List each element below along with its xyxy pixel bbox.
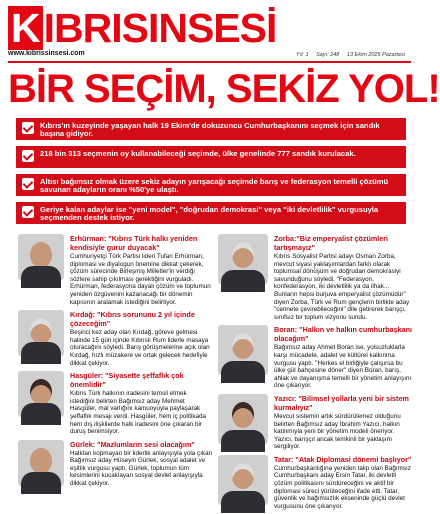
- candidate-story-gurlek: [18, 440, 213, 488]
- key-point-text: Geriye kalan adaylar ise "yeni model", "doğrudan demokrasi" veya "iki devletlilik" vurgusuyla seçmenden destek istiyor.: [40, 205, 379, 223]
- key-point: [16, 174, 406, 196]
- portrait-icon: [18, 371, 64, 417]
- issue-meta: [290, 52, 405, 58]
- issue-year: Yıl: 1: [296, 52, 309, 58]
- story-title: Erhürman: "Kıbrıs Türk halkı yeniden kendisiyle gurur duyacak": [70, 234, 198, 252]
- candidate-story-erhurman: [18, 234, 213, 306]
- story-title: Boran: "Halkın ve halkın cumhurbaşkanı olacağım": [274, 325, 413, 344]
- main-headline: BİR SEÇİM, SEKİZ YOL!: [8, 67, 440, 111]
- logo: [8, 6, 411, 50]
- portrait-icon: [218, 394, 268, 444]
- candidate-story-yazici: [218, 394, 413, 451]
- story-body: Cumhurbaşkanlığına yeniden talip olan Bağımsız Cumhurbaşkanı aday Ersin Tatar, iki devletli çözüm politikasını sürdüreceğini ve aktif bir diplomasi süreci yürüteceğini ifade etti. Tatar, güvenlik ve bağımsızlık ekseninde güçlü devlet vurgusunu öne çıkarıyor.: [274, 464, 411, 510]
- story-body: Beşinci kez aday olan Kırdağ, göreve gelmesi halinde 15 gün içinde Kıbrıslı Rum liderle masaya oturacağını söyledi. Barış görüşmelerine açık olan Kırdağ, hızlı müzakere ve ortak gelecek hedefiyle dikkat çekiyor.: [70, 329, 210, 367]
- check-icon: [22, 122, 34, 134]
- story-body: Bağımsız aday Ahmet Boran ise, yolsuzluklarla karşı mücadele, adalet ve kültürel kalkınma vurgusu yaptı. "Herkes el birliğiyle çalışırsa bu ülke gül bahçesine döner" diyen Boran, barış, ahlak ve dayanışma temelli bir yönetim anlayışını öne çıkarıyor.: [274, 344, 412, 390]
- candidate-story-tatar: [218, 455, 413, 511]
- story-body: Kıbrıs Sosyalist Partisi adayı Osman Zorba, mevcut siyasi yaklaşımlardan farklı olarak toplumsal dönüşüm ve doğrudan demokrasiyi savunduğunu söyledi. "Federasyon, konfederasyon, iki devletlilik ya da ilhak... Bunların hepsi burjuva emperyalist çözümüdür" diyen Zorba, Türk ve Rum gençlerin birlikte aday "cennete çevirebileceğini" dile getirerek barışçı, sınıfsız bir toplum vizyonu sundu.: [274, 253, 410, 321]
- story-title: Tatar: "Atak Diplomasi dönemi başlıyor": [274, 454, 412, 464]
- key-point-text: 218 bin 313 seçmenin oy kullanabileceği seçimde, ülke genelinde 777 sandık kurulacak.: [40, 149, 356, 158]
- logo-k: K: [8, 6, 43, 50]
- portrait-icon: [218, 455, 268, 505]
- logo-text: IBRISINSESİ: [43, 5, 277, 51]
- right-column: [218, 234, 413, 514]
- key-points: [16, 118, 406, 230]
- key-point: [16, 146, 406, 168]
- key-point: [16, 202, 406, 224]
- left-column: [18, 234, 213, 492]
- portrait-icon: [18, 440, 64, 486]
- portrait-icon: [218, 234, 268, 284]
- story-title: Hasgüler: "Siyasette şeffaflık çok önemlidir": [70, 371, 184, 390]
- check-icon: [22, 150, 34, 162]
- check-icon: [22, 178, 34, 190]
- story-body: Kıbrıs Türk halkının iradesini temsil etmek istediğini belirten Bağımsız aday Mehmet Hasgüler, mal varlığını kamuoyuyla paylaşarak şeffaflık mesajı verdi. Hasgüler, hem iç politikada hem dış ilişkilerde halk iradesini öne çıkaran bir duruş benimsiyor.: [70, 390, 207, 436]
- issue-number: Sayı: 248: [316, 52, 340, 58]
- candidate-story-kirdag: [18, 310, 213, 367]
- key-point-text: Altısı bağımsız olmak üzere sekiz adayın yarışacağı seçimde barış ve federasyon temelli çözümü savunan adayların oranı %50'ye ulaştı.: [40, 177, 389, 195]
- story-title: Yazıcı: "Bilimsel yollarla yeni bir sistem kurmalıyız": [274, 393, 409, 412]
- site-url[interactable]: www.kibrissinsesi.com: [8, 50, 85, 57]
- key-point-text: Kıbrıs'ın kuzeyinde yaşayan halk 19 Ekim'de dokuzuncu Cumhurbaşkanını seçmek için sandık başına gidiyor.: [40, 121, 380, 139]
- portrait-icon: [18, 234, 64, 280]
- story-body: Halktan kopmayan bir liderlik anlayışıyla yola çıkan Bağımsız aday Hüseyin Gürlek, sosyal adalet ve eşitlik vurgusu yaptı. Gürlek, toplumun tüm kesimlerini kucaklayan sosyal devlet anlayışıyla dikkat çekiyor.: [70, 449, 213, 488]
- portrait-icon: [18, 310, 64, 356]
- story-title: Gürlek: "Mazlumların sesi olacağım": [70, 439, 195, 449]
- story-title: Zorba:"Biz emperyalist çözümleri tartışmayız": [274, 234, 389, 252]
- check-icon: [22, 206, 34, 218]
- portrait-icon: [218, 325, 268, 375]
- candidate-story-boran: [218, 325, 413, 390]
- candidate-story-zorba: [218, 234, 413, 321]
- issue-date: 13 Ekim 2025 Pazartesi: [346, 52, 405, 58]
- story-title: Kırdağ: "Kıbrıs sorununu 2 yıl içinde çözeceğim": [70, 310, 195, 329]
- masthead-divider: [8, 61, 411, 63]
- candidate-story-hasguler: [18, 371, 213, 436]
- masthead: [8, 6, 411, 58]
- key-point: [16, 118, 406, 140]
- story-body: Mevcut sistemin artık sürdürülemez olduğunu belirten Bağımsız aday İbrahim Yazıcı, halkın katılımıyla yeni bir yönetim modeli öneriyor. Yazıcı, barışçıl ancak temkinli bir yaklaşım sergiliyor.: [274, 412, 401, 451]
- story-body: Cumhuriyetçi Türk Partisi lideri Tufan Erhürman, diplomasi ve diyalogun önemine dikkat çekerek, çözüm sürecinde Birleşmiş Milletler'in verdiği sözlere sahip çıkılması gerektiğini vurguladı. Erhürman, federasyona dayalı çözüm ve toplumun yeniden özgüvenini kazanacağı bir dönemin kapısının aralamak istediğini belirtiyor.: [70, 253, 211, 306]
